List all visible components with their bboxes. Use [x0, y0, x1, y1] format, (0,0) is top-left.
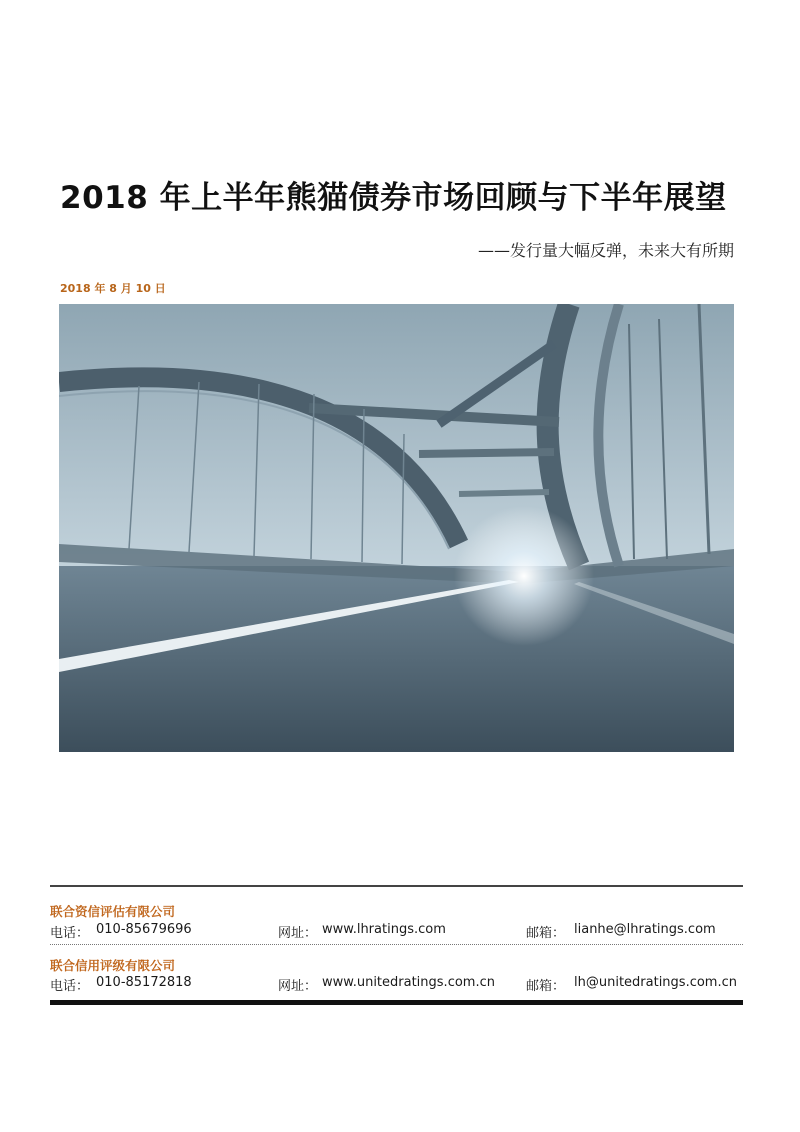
report-date: 2018 年 8 月 10 日: [60, 282, 166, 295]
web-link-2[interactable]: www.unitedratings.com.cn: [322, 975, 495, 990]
email-link-2[interactable]: lh@unitedratings.com.cn: [574, 975, 737, 990]
email-label-1: 邮箱：: [526, 926, 566, 941]
phone-label-1: 电话：: [50, 926, 90, 941]
phone-value-2: 010-85172818: [96, 975, 192, 990]
report-title: 2018 年上半年熊猫债券市场回顾与下半年展望: [60, 180, 727, 216]
web-link-1[interactable]: www.lhratings.com: [322, 922, 446, 937]
cover-image-bridge: [59, 304, 734, 752]
web-label-1: 网址：: [278, 926, 318, 941]
email-link-1[interactable]: lianhe@lhratings.com: [574, 922, 716, 937]
phone-label-2: 电话：: [50, 979, 90, 994]
contact-row-2: [50, 975, 743, 993]
email-label-2: 邮箱：: [526, 979, 566, 994]
footer-top-rule: [50, 885, 743, 887]
report-subtitle: ——发行量大幅反弹，未来大有所期: [477, 241, 734, 260]
footer-bottom-rule: [50, 1000, 743, 1005]
org-name-1: 联合资信评估有限公司: [50, 904, 176, 919]
org-name-2: 联合信用评级有限公司: [50, 958, 176, 973]
bridge-illustration: [59, 304, 734, 752]
phone-value-1: 010-85679696: [96, 922, 192, 937]
web-label-2: 网址：: [278, 979, 318, 994]
footer-divider: [50, 944, 743, 945]
contact-row-1: [50, 922, 743, 940]
